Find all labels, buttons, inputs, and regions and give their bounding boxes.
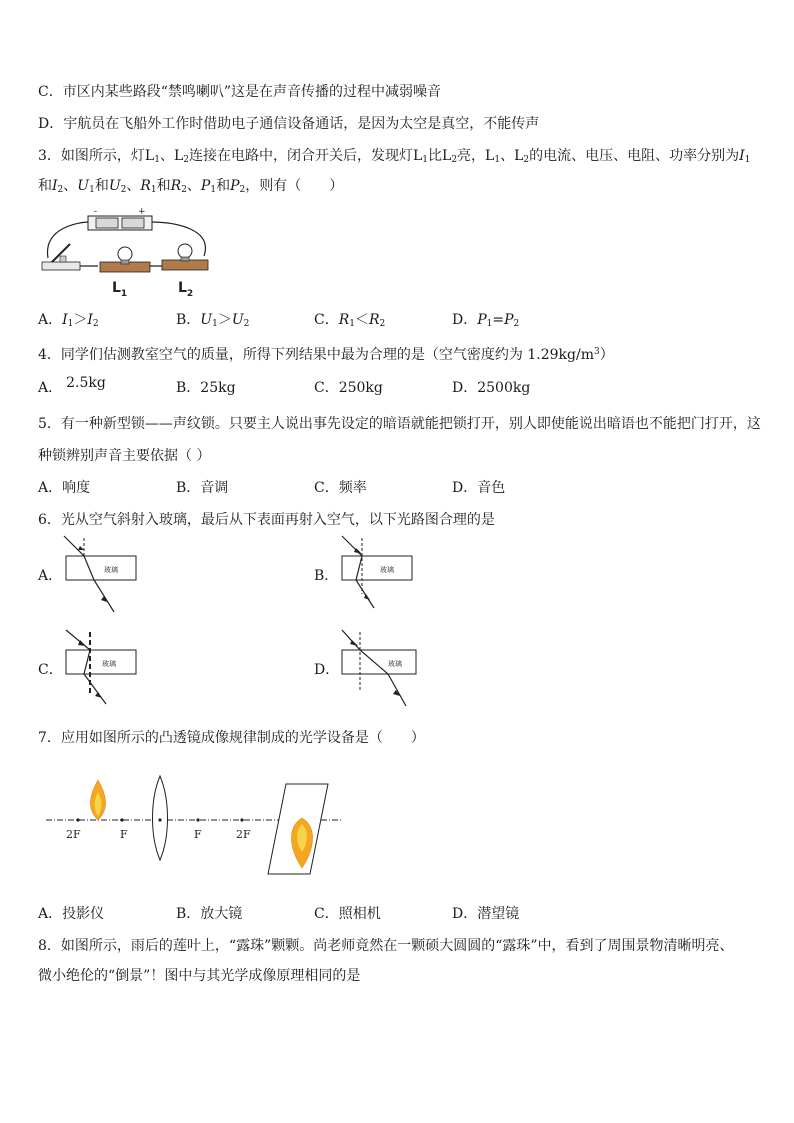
q3-var: P (200, 178, 211, 194)
q3-text: 、 (159, 148, 174, 164)
q6-stem: 6．光从空气斜射入玻璃，最后从下表面再射入空气，以下光路图合理的是 (38, 512, 495, 528)
opt-op: ＞ (73, 312, 88, 328)
q3-sub: 1 (744, 155, 751, 165)
q3-option-b (176, 310, 249, 334)
q3-text: 比 (428, 148, 443, 164)
opt-var: R (369, 312, 380, 328)
q6-diagram-d (338, 628, 422, 710)
q3-text: 、 (186, 178, 201, 194)
q3-sub: 1 (422, 155, 429, 165)
label-f-left: F (120, 828, 128, 841)
glass-label: 玻璃 (380, 566, 394, 574)
opt-sub: 1 (67, 319, 74, 329)
opt-sub: 2 (379, 319, 386, 329)
fig-label-l2: L (178, 280, 187, 296)
q3-stem-line2 (38, 176, 343, 200)
q3-text: 的电流、电压、电阻、功率分别为 (529, 148, 740, 164)
q6-diagram-a (62, 534, 142, 616)
q3-sub: 1 (89, 185, 95, 195)
q3-text: 和 (94, 178, 109, 194)
q3-sub: 2 (120, 185, 127, 195)
q2-option-c: C．市区内某些路段“禁鸣喇叭”这是在声音传播的过程中减弱噪音 (38, 84, 442, 100)
q4-stem-text: 4．同学们估测教室空气的质量，所得下列结果中最为合理的是（空气密度约为 1.29kg/m (38, 347, 594, 363)
q3-sub: 1 (210, 185, 217, 195)
q3-sub: 2 (183, 155, 189, 165)
opt-sub: 1 (349, 319, 355, 329)
q3-var: L (442, 148, 452, 164)
opt-op: = (492, 312, 505, 328)
q3-var: U (77, 178, 90, 194)
q3-sub: 1 (154, 155, 160, 165)
glass-label: 玻璃 (388, 660, 402, 668)
opt-var: I (87, 312, 93, 328)
svg-text:+: + (138, 207, 146, 217)
q3-stem-line1 (38, 146, 750, 170)
opt-var: R (338, 312, 350, 328)
opt-sub: 2 (513, 319, 520, 329)
q8-stem-line2: 微小绝伦的“倒景”！图中与其光学成像原理相同的是 (38, 968, 361, 984)
label-2f-left: 2F (66, 828, 81, 841)
q5-option-b: B．音调 (176, 480, 229, 496)
q3-sub: 1 (494, 155, 501, 165)
q7-stem: 7．应用如图所示的凸透镜成像规律制成的光学设备是（ ） (38, 730, 425, 746)
q7-lens-diagram (46, 770, 346, 880)
q3-text: 亮， (457, 148, 486, 164)
q3-var: R (140, 178, 151, 194)
q3-var: I (52, 178, 58, 194)
q6-diagram-b (338, 534, 418, 616)
q4-stem-end: ） (599, 347, 614, 363)
opt-prefix: D． (452, 312, 478, 328)
opt-sub: 1 (486, 319, 493, 329)
q3-var: R (170, 178, 182, 194)
opt-var: I (62, 312, 68, 328)
opt-value: 2.5kg (66, 375, 106, 391)
q3-var: L (514, 148, 524, 164)
label-2f-right: 2F (236, 828, 251, 841)
svg-text:-: - (94, 207, 98, 217)
opt-var: U (231, 312, 244, 328)
q3-sub: 1 (150, 185, 157, 195)
q3-option-c (314, 310, 385, 334)
q3-sub: 2 (181, 185, 187, 195)
opt-sub: 1 (212, 319, 218, 329)
q3-text: 和 (156, 178, 171, 194)
opt-op: ＜ (355, 312, 369, 328)
opt-var: U (200, 312, 213, 328)
q3-sub: 2 (239, 185, 246, 195)
q3-sub: 2 (523, 155, 530, 165)
q7-option-a: A．投影仪 (38, 906, 105, 922)
q3-text: 、 (63, 178, 78, 194)
fig-label-l2-sub: 2 (186, 289, 194, 299)
q3-var: L (173, 148, 184, 164)
q3-text: 3．如图所示，灯 (38, 148, 145, 164)
q3-var: L (485, 148, 495, 164)
q6-option-c: C． (38, 662, 63, 678)
q5-option-c: C．频率 (314, 480, 367, 496)
opt-var: P (504, 312, 514, 328)
q3-var: P (230, 178, 240, 194)
opt-op: ＞ (217, 312, 232, 328)
q5-stem-line2: 种锁辨别声音主要依据（ ） (38, 448, 211, 464)
q3-text: 、 (500, 148, 515, 164)
q4-option-b: B．25kg (176, 380, 236, 396)
q5-option-a: A．响度 (38, 480, 91, 496)
q3-var: L (412, 148, 423, 164)
q3-var: U (108, 178, 121, 194)
q3-text: 和 (216, 178, 231, 194)
q3-var: L (144, 148, 155, 164)
q6-diagram-c (62, 628, 142, 710)
fig-label-l1-sub: 1 (120, 289, 128, 299)
q3-option-a (38, 310, 99, 334)
q3-option-d (452, 310, 519, 334)
q3-sub: 2 (57, 185, 64, 195)
svg-text:L2 (178, 280, 193, 299)
q8-stem-line1: 8．如图所示，雨后的莲叶上，“露珠”颗颗。尚老师竟然在一颗硕大圆圆的“露珠”中，看到了周围景物清晰明亮、 (38, 938, 734, 954)
opt-prefix: A． (38, 312, 63, 328)
q3-sub: 2 (451, 155, 458, 165)
lamp-l2-base (162, 260, 208, 270)
glass-label: 玻璃 (102, 660, 116, 668)
q4-option-c: C．250kg (314, 380, 383, 396)
q4-stem-sup: 3 (593, 347, 600, 357)
opt-var: P (477, 312, 487, 328)
svg-text:L1 (112, 280, 127, 299)
q3-circuit-figure (38, 208, 218, 300)
fig-label-l1: L (112, 280, 121, 296)
q3-text: 和 (38, 178, 52, 194)
q3-text: ，则有（ ） (245, 178, 344, 194)
q4-option-d: D．2500kg (452, 380, 531, 396)
convex-lens (153, 776, 168, 860)
q2-option-d: D．宇航员在飞船外工作时借助电子通信设备通话，是因为太空是真空，不能传声 (38, 116, 540, 132)
q7-option-c: C．照相机 (314, 906, 381, 922)
opt-sub: 2 (92, 319, 99, 329)
q5-stem-line1: 5．有一种新型锁——声纹锁。只要主人说出事先设定的暗语就能把锁打开，别人即使能说出暗语也不能把门打开，这 (38, 416, 761, 432)
q5-option-d: D．音色 (452, 480, 506, 496)
q6-option-a: A． (38, 568, 63, 584)
q6-option-b: B． (314, 568, 339, 584)
q4-option-a (38, 375, 106, 398)
q7-option-b: B．放大镜 (176, 906, 243, 922)
label-f-right: F (194, 828, 202, 841)
q7-option-d: D．潜望镜 (452, 906, 520, 922)
opt-sub: 2 (243, 319, 250, 329)
opt-prefix: B． (176, 312, 201, 328)
opt-prefix: C． (314, 312, 339, 328)
glass-label: 玻璃 (104, 566, 118, 574)
q3-text: 、 (126, 178, 141, 194)
q3-text: 连接在电路中，闭合开关后，发现灯 (188, 148, 413, 164)
q4-stem (38, 342, 614, 365)
opt-prefix: A． (38, 380, 63, 396)
q6-option-d: D． (314, 662, 340, 678)
q3-var: I (739, 148, 745, 164)
